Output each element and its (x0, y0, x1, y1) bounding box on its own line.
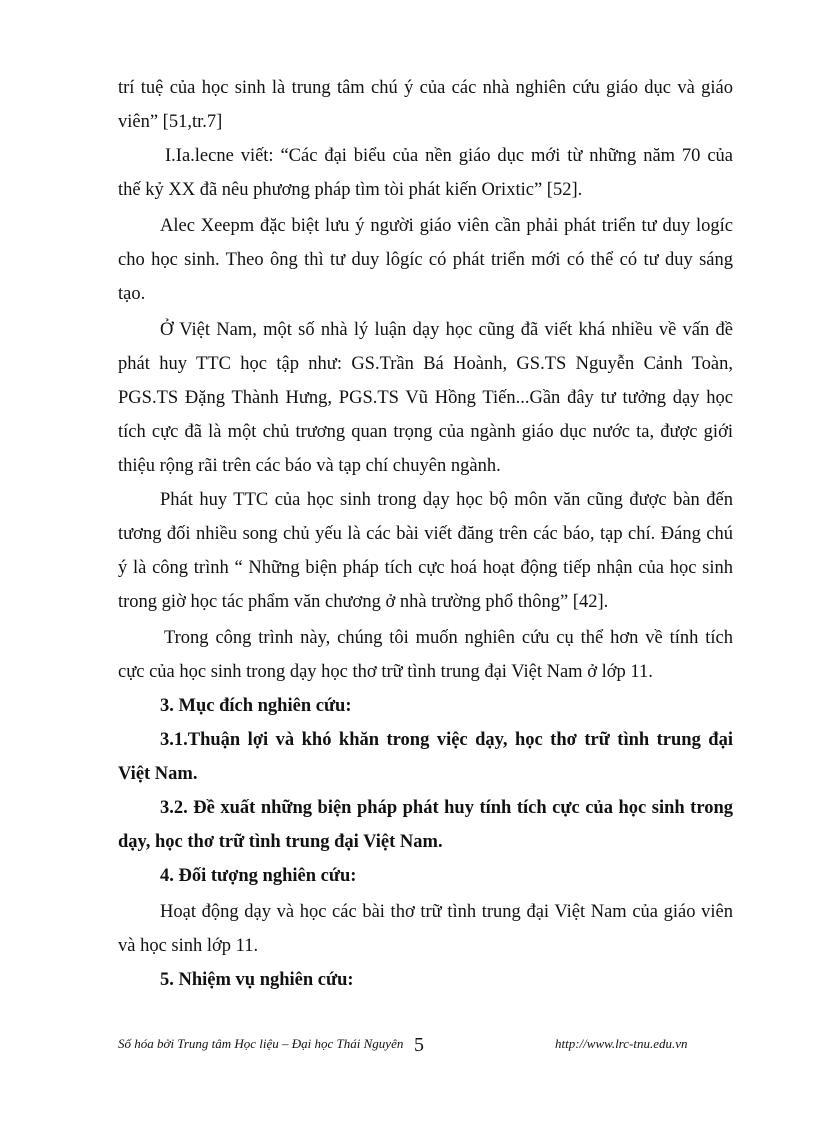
text-line: cực của học sinh trong dạy học thơ trữ tình trung đại Việt Nam ở lớp 11. (118, 662, 653, 682)
text-line: thế kỷ XX đã nêu phương pháp tìm tòi phát kiến Orixtic” [52]. (118, 180, 583, 200)
page-number: 5 (414, 1034, 424, 1056)
text-line: viên” [51,tr.7] (118, 112, 223, 132)
text-line: ý là công trình “ Những biện pháp tích cực hoá hoạt động tiếp nhận của học sinh (118, 558, 733, 578)
footer-source: Số hóa bởi Trung tâm Học liệu – Đại học Thái Nguyên (118, 1036, 404, 1051)
text-line: cho học sinh. Theo ông thì tư duy lôgíc có phát triển mới có thể có tư duy sáng (118, 250, 733, 270)
footer-url: http://www.lrc-tnu.edu.vn (555, 1036, 688, 1051)
text-line: trí tuệ của học sinh là trung tâm chú ý của các nhà nghiên cứu giáo dục và giáo (118, 78, 733, 98)
subsection-heading: 3.1.Thuận lợi và khó khăn trong việc dạy, học thơ trữ tình trung đại (160, 730, 733, 750)
section-heading: 5. Nhiệm vụ nghiên cứu: (160, 970, 354, 990)
text-line: Ở Việt Nam, một số nhà lý luận dạy học cũng đã viết khá nhiều về vấn đề (160, 320, 733, 340)
section-heading: 4. Đối tượng nghiên cứu: (160, 866, 357, 886)
text-line: tích cực đã là một chủ trương quan trọng của ngành giáo dục nước ta, được giới (118, 422, 733, 442)
text-line: tương đối nhiều song chủ yếu là các bài viết đăng trên các báo, tạp chí. Đáng chú (118, 524, 733, 544)
subsection-heading: 3.2. Đề xuất những biện pháp phát huy tính tích cực của học sinh trong (160, 798, 733, 818)
text-line: I.Ia.lecne viết: “Các đại biểu của nền giáo dục mới từ những năm 70 của (165, 146, 733, 166)
text-line: PGS.TS Đặng Thành Hưng, PGS.TS Vũ Hồng Tiến...Gần đây tư tưởng dạy học (118, 388, 733, 408)
text-line: Phát huy TTC của học sinh trong dạy học bộ môn văn cũng được bàn đến (160, 490, 733, 510)
text-line: Trong công trình này, chúng tôi muốn nghiên cứu cụ thể hơn về tính tích (164, 628, 733, 648)
subsection-heading: dạy, học thơ trữ tình trung đại Việt Nam. (118, 832, 443, 852)
text-line: phát huy TTC học tập như: GS.Trần Bá Hoành, GS.TS Nguyễn Cảnh Toàn, (118, 354, 733, 374)
subsection-heading: Việt Nam. (118, 764, 198, 784)
text-line: Hoạt động dạy và học các bài thơ trữ tình trung đại Việt Nam của giáo viên (160, 902, 733, 922)
text-line: thiệu rộng rãi trên các báo và tạp chí chuyên ngành. (118, 456, 501, 476)
section-heading: 3. Mục đích nghiên cứu: (160, 696, 352, 716)
text-line: và học sinh lớp 11. (118, 936, 259, 956)
text-line: trong giờ học tác phẩm văn chương ở nhà trường phổ thông” [42]. (118, 592, 609, 612)
text-line: Alec Xeepm đặc biệt lưu ý người giáo viên cần phải phát triển tư duy logíc (160, 216, 733, 236)
text-line: tạo. (118, 284, 146, 304)
